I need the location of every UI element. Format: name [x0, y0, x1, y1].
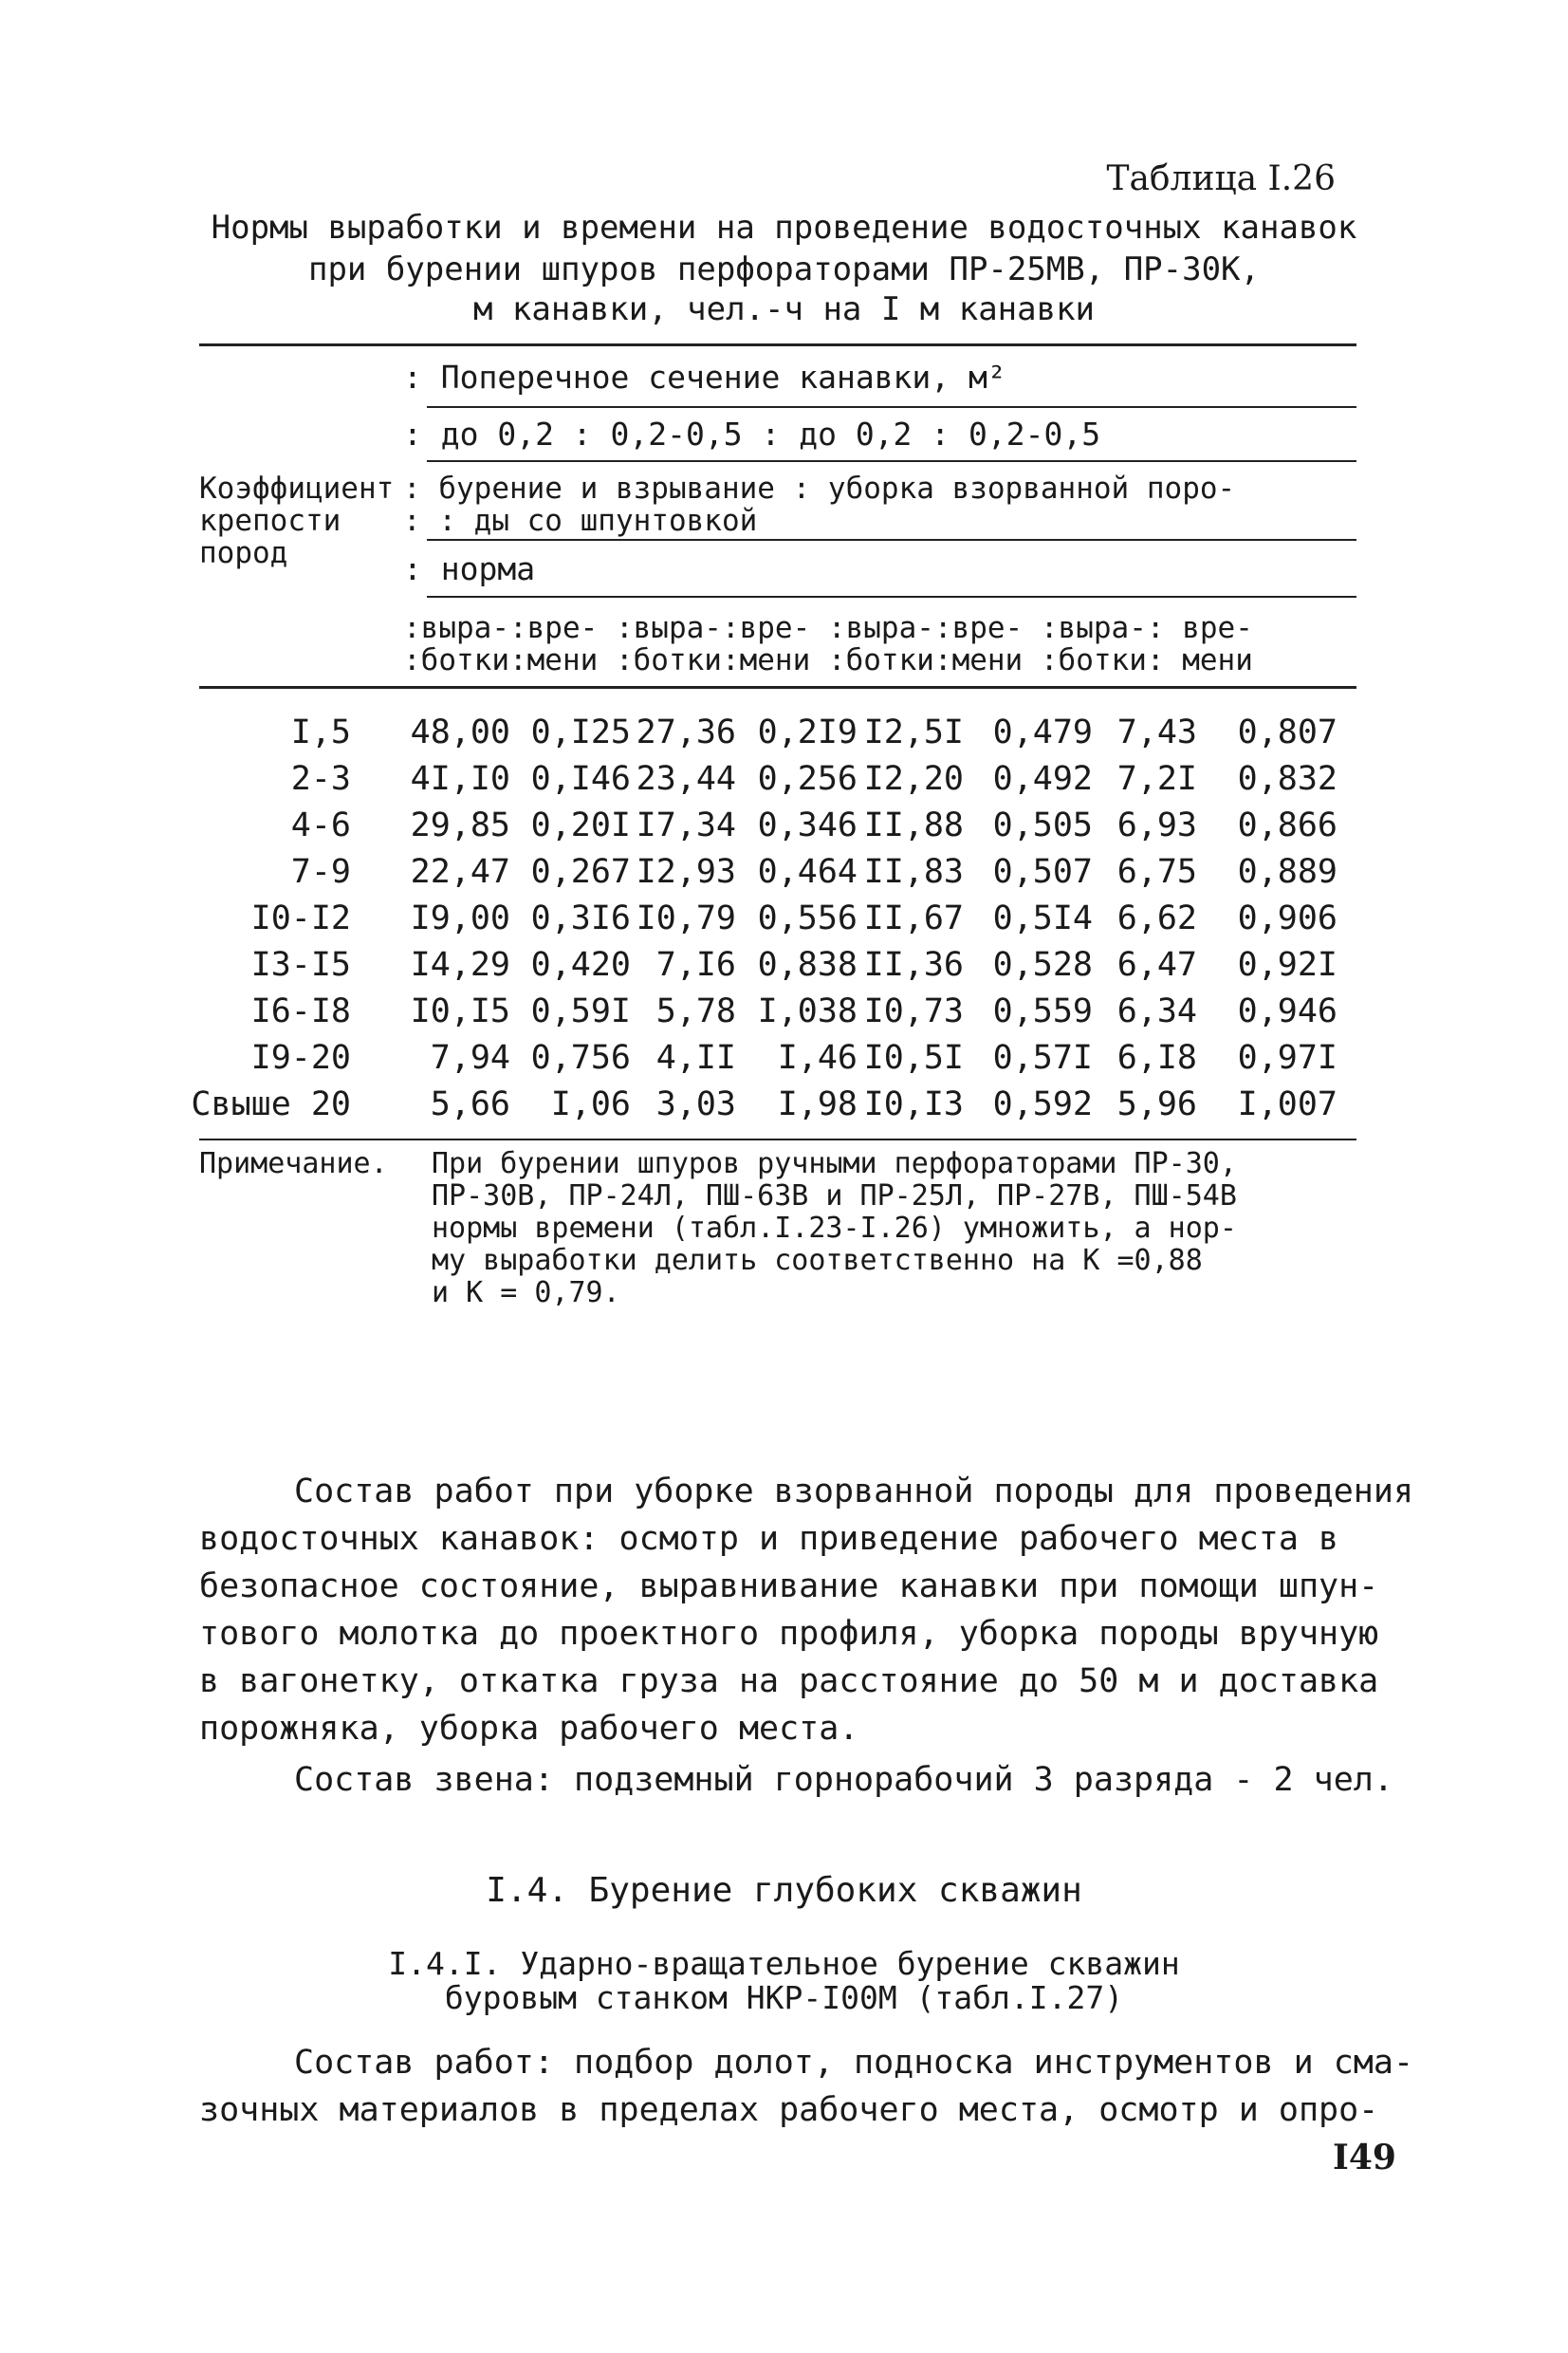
output-cell: 6,47 [1116, 946, 1197, 984]
output-cell: I0,79 [636, 899, 736, 937]
table-title-line-1: Нормы выработки и времени на проведение водосточных канавок [211, 209, 1357, 247]
time-cell: 0,832 [1237, 760, 1337, 798]
note-line-3: нормы времени (табл.I.23-I.26) умножить, а нор- [432, 1212, 1237, 1245]
time-cell: 0,256 [757, 760, 858, 798]
table-label: Таблица I.26 [1106, 159, 1336, 198]
time-cell: I,038 [757, 992, 858, 1030]
work-type-header-line-1: : бурение и взрывание : уборка взорванной поро- [403, 472, 1236, 506]
work-composition-line-5: в вагонетку, откатка груза на расстояние до 50 м и доставка [199, 1662, 1379, 1700]
time-cell: 0,97I [1237, 1039, 1337, 1077]
crew-composition: Состав звена: подземный горнорабочий 3 разряда - 2 чел. [294, 1761, 1393, 1799]
output-cell: II,67 [863, 899, 964, 937]
work-composition-line-6: порожняка, уборка рабочего места. [199, 1710, 859, 1748]
coefficient-cell: I,5 [290, 713, 351, 751]
time-cell: 0,756 [530, 1039, 631, 1077]
output-cell: II,88 [863, 806, 964, 844]
time-cell: 0,346 [757, 806, 858, 844]
coefficient-cell: I9-20 [250, 1039, 351, 1077]
table-row [0, 806, 1568, 852]
output-cell: 5,66 [430, 1085, 510, 1123]
output-cell: I0,5I [863, 1039, 964, 1077]
time-cell: 0,507 [992, 853, 1093, 891]
output-cell: I2,20 [863, 760, 964, 798]
time-cell: 0,479 [992, 713, 1093, 751]
time-cell: I,46 [777, 1039, 858, 1077]
time-cell: 0,505 [992, 806, 1093, 844]
output-cell: 6,62 [1116, 899, 1197, 937]
header-rule-2 [427, 460, 1356, 462]
work-composition-line-4: тового молотка до проектного профиля, уборка породы вручную [199, 1615, 1379, 1653]
time-cell: 0,I46 [530, 760, 631, 798]
time-cell: 0,866 [1237, 806, 1337, 844]
time-cell: 0,59I [530, 992, 631, 1030]
time-cell: 0,807 [1237, 713, 1337, 751]
table-row [0, 713, 1568, 759]
note-label: Примечание. [199, 1147, 388, 1180]
output-cell: 6,34 [1116, 992, 1197, 1030]
table-top-rule [199, 343, 1356, 346]
table-row [0, 992, 1568, 1038]
note-line-1: При бурении шпуров ручными перфораторами ПР-30, [432, 1147, 1237, 1180]
output-cell: I7,34 [636, 806, 736, 844]
column-header-line-2: :ботки:мени :ботки:мени :ботки:мени :ботки: мени [403, 643, 1253, 677]
time-cell: 0,592 [992, 1085, 1093, 1123]
output-cell: 5,78 [655, 992, 736, 1030]
work-composition-line-3: безопасное состояние, выравнивание канавки при помощи шпун- [199, 1567, 1379, 1605]
work-composition-line-2: водосточных канавок: осмотр и приведение рабочего места в [199, 1520, 1339, 1558]
output-cell: 7,43 [1116, 713, 1197, 751]
subsection-heading-line-2: буровым станком НКР-I00М (табл.I.27) [444, 1979, 1124, 2016]
output-cell: 6,I8 [1116, 1039, 1197, 1077]
output-cell: I9,00 [410, 899, 510, 937]
output-cell: I2,5I [863, 713, 964, 751]
coefficient-cell: I3-I5 [250, 946, 351, 984]
time-cell: 0,946 [1237, 992, 1337, 1030]
output-cell: 3,03 [655, 1085, 736, 1123]
time-cell: 0,838 [757, 946, 858, 984]
output-cell: I0,I5 [410, 992, 510, 1030]
output-cell: 48,00 [410, 713, 510, 751]
work-composition-line-1: Состав работ при уборке взорванной породы для проведения [294, 1473, 1414, 1510]
coefficient-cell: Свыше 20 [191, 1085, 351, 1123]
time-cell: 0,420 [530, 946, 631, 984]
output-cell: 7,2I [1116, 760, 1197, 798]
table-title-line-2: при бурении шпуров перфораторами ПР-25МВ, ПР-30К, [307, 250, 1261, 288]
output-cell: 22,47 [410, 853, 510, 891]
time-cell: 0,20I [530, 806, 631, 844]
output-cell: 29,85 [410, 806, 510, 844]
header-rule-3 [427, 539, 1356, 541]
note-line-2: ПР-30В, ПР-24Л, ПШ-63В и ПР-25Л, ПР-27В, ПШ-54В [432, 1179, 1237, 1213]
time-cell: 0,92I [1237, 946, 1337, 984]
output-cell: I0,73 [863, 992, 964, 1030]
output-cell: 7,94 [430, 1039, 510, 1077]
time-cell: 0,556 [757, 899, 858, 937]
time-cell: 0,2I9 [757, 713, 858, 751]
output-cell: 23,44 [636, 760, 736, 798]
column-header-line-1: :выра-:вре- :выра-:вре- :выра-:вре- :выра-: вре- [403, 611, 1253, 645]
time-cell: 0,57I [992, 1039, 1093, 1077]
time-cell: 0,492 [992, 760, 1093, 798]
output-cell: I4,29 [410, 946, 510, 984]
row-header-line-1: Коэффициент [199, 472, 395, 506]
table-title-line-3: м канавки, чел.-ч на I м канавки [472, 290, 1096, 328]
header-rule-1 [427, 406, 1356, 408]
output-cell: 4I,I0 [410, 760, 510, 798]
table-row [0, 1085, 1568, 1131]
time-cell: 0,528 [992, 946, 1093, 984]
time-cell: 0,3I6 [530, 899, 631, 937]
output-cell: I0,I3 [863, 1085, 964, 1123]
output-cell: 4,II [655, 1039, 736, 1077]
time-cell: 0,I25 [530, 713, 631, 751]
row-header-line-2: крепости [199, 504, 341, 538]
coefficient-cell: I0-I2 [250, 899, 351, 937]
output-cell: 6,75 [1116, 853, 1197, 891]
coefficient-cell: 4-6 [290, 806, 351, 844]
table-row [0, 853, 1568, 899]
time-cell: I,98 [777, 1085, 858, 1123]
coefficient-cell: 2-3 [290, 760, 351, 798]
table-bottom-rule [199, 1139, 1356, 1140]
table-row [0, 760, 1568, 806]
norm-label: : норма [403, 550, 536, 587]
note-line-4: му выработки делить соответственно на К =0,88 [432, 1244, 1203, 1277]
time-cell: 0,464 [757, 853, 858, 891]
output-cell: II,83 [863, 853, 964, 891]
time-cell: 0,559 [992, 992, 1093, 1030]
output-cell: 7,I6 [655, 946, 736, 984]
table-row [0, 899, 1568, 945]
drilling-work-line-2: зочных материалов в пределах рабочего места, осмотр и опро- [199, 2091, 1379, 2129]
work-type-header-line-2: : : ды со шпунтовкой [403, 504, 758, 538]
table-row [0, 1039, 1568, 1084]
drilling-work-line-1: Состав работ: подбор долот, подноска инструментов и сма- [294, 2044, 1414, 2082]
output-cell: 6,93 [1116, 806, 1197, 844]
size-range-header: : до 0,2 : 0,2-0,5 : до 0,2 : 0,2-0,5 [403, 416, 1101, 453]
row-header-line-3: пород [199, 536, 288, 570]
note-line-5: и К = 0,79. [432, 1276, 620, 1309]
time-cell: 0,889 [1237, 853, 1337, 891]
output-cell: 27,36 [636, 713, 736, 751]
header-rule-4 [427, 596, 1356, 598]
table-row [0, 946, 1568, 991]
output-cell: II,36 [863, 946, 964, 984]
time-cell: 0,906 [1237, 899, 1337, 937]
time-cell: 0,267 [530, 853, 631, 891]
subsection-heading-line-1: I.4.I. Ударно-вращательное бурение скважин [388, 1945, 1180, 1982]
time-cell: I,06 [550, 1085, 631, 1123]
section-heading: I.4. Бурение глубоких скважин [486, 1871, 1082, 1910]
page-number: I49 [1333, 2138, 1396, 2177]
time-cell: I,007 [1237, 1085, 1337, 1123]
header-bottom-rule [199, 686, 1356, 689]
coefficient-cell: I6-I8 [250, 992, 351, 1030]
output-cell: 5,96 [1116, 1085, 1197, 1123]
time-cell: 0,5I4 [992, 899, 1093, 937]
coefficient-cell: 7-9 [290, 853, 351, 891]
cross-section-header: : Поперечное сечение канавки, м² [403, 359, 1006, 396]
output-cell: I2,93 [636, 853, 736, 891]
